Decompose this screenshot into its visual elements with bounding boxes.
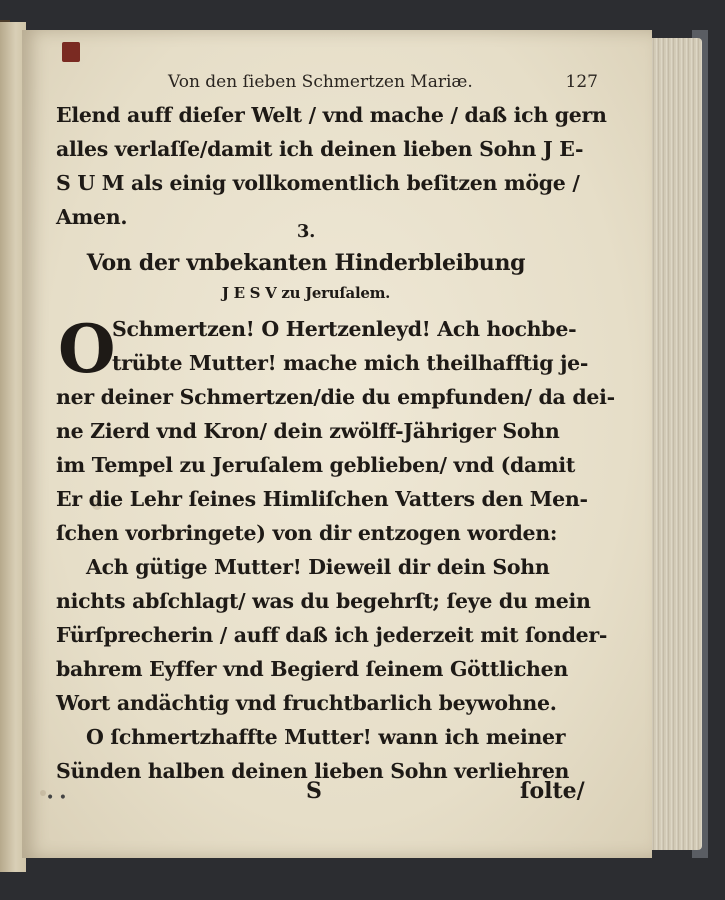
text-line: trübte Mutter! mache mich theilhafftig je- <box>112 351 589 375</box>
text-line: Wort andächtig vnd fruchtbarlich beywohne. <box>56 691 557 715</box>
paragraph-1 <box>56 98 607 234</box>
catchword: ſolte/ <box>520 778 585 804</box>
text-line: S U M als einig vollkomentlich beſitzen möge / <box>56 171 580 195</box>
text-line: O ſchmertzhaffte Mutter! wann ich meiner <box>86 725 566 749</box>
text-line: Ach gütige Mutter! Dieweil dir dein Sohn <box>86 555 550 579</box>
text-line: Fürſprecherin / auff daß ich jederzeit mit ſonder- <box>56 623 608 647</box>
text-line: im Tempel zu Jeruſalem geblieben/ vnd (damit <box>56 453 576 477</box>
text-line: Sünden halben deinen lieben Sohn verliehren <box>56 759 570 783</box>
paragraph-2 <box>56 312 615 550</box>
paragraph-4 <box>56 720 596 788</box>
text-line: Elend auff dieſer Welt / vnd mache / daß ich gern <box>56 103 607 127</box>
section-subheading: J E S V zu Jeruſalem. <box>221 284 391 302</box>
signature-mark: S <box>306 778 322 804</box>
page-number: 127 <box>565 72 598 92</box>
text-line: Er die Lehr ſeines Himliſchen Vatters den Men- <box>56 487 588 511</box>
section-heading: Von der vnbekanten Hinderbleibung <box>86 250 526 276</box>
margin-dots: • • <box>46 790 67 806</box>
bookmark-ribbon <box>62 42 80 62</box>
text-line: ſchen vorbringete) von dir entzogen worden: <box>56 521 558 545</box>
section-number: 3. <box>296 221 316 242</box>
running-header <box>168 72 598 92</box>
text-line: bahrem Eyffer vnd Begierd ſeinem Göttlichen <box>56 657 568 681</box>
text-line: alles verlaſſe/damit ich deinen lieben Sohn J E- <box>56 137 584 161</box>
running-title: Von den ſieben Schmertzen Mariæ. <box>168 72 473 92</box>
text-line: ner deiner Schmertzen/die du empfunden/ da dei- <box>56 385 615 409</box>
text-line: nichts abſchlagt/ was du begehrſt; ſeye du mein <box>56 589 591 613</box>
section-heading-block <box>56 218 556 306</box>
text-line: Amen. <box>56 205 128 229</box>
text-line: ne Zierd vnd Kron/ dein zwölff-Jähriger Sohn <box>56 419 560 443</box>
drop-cap: O <box>58 310 116 388</box>
paragraph-3 <box>56 550 608 720</box>
text-line: Schmertzen! O Hertzenleyd! Ach hochbe- <box>112 317 577 341</box>
